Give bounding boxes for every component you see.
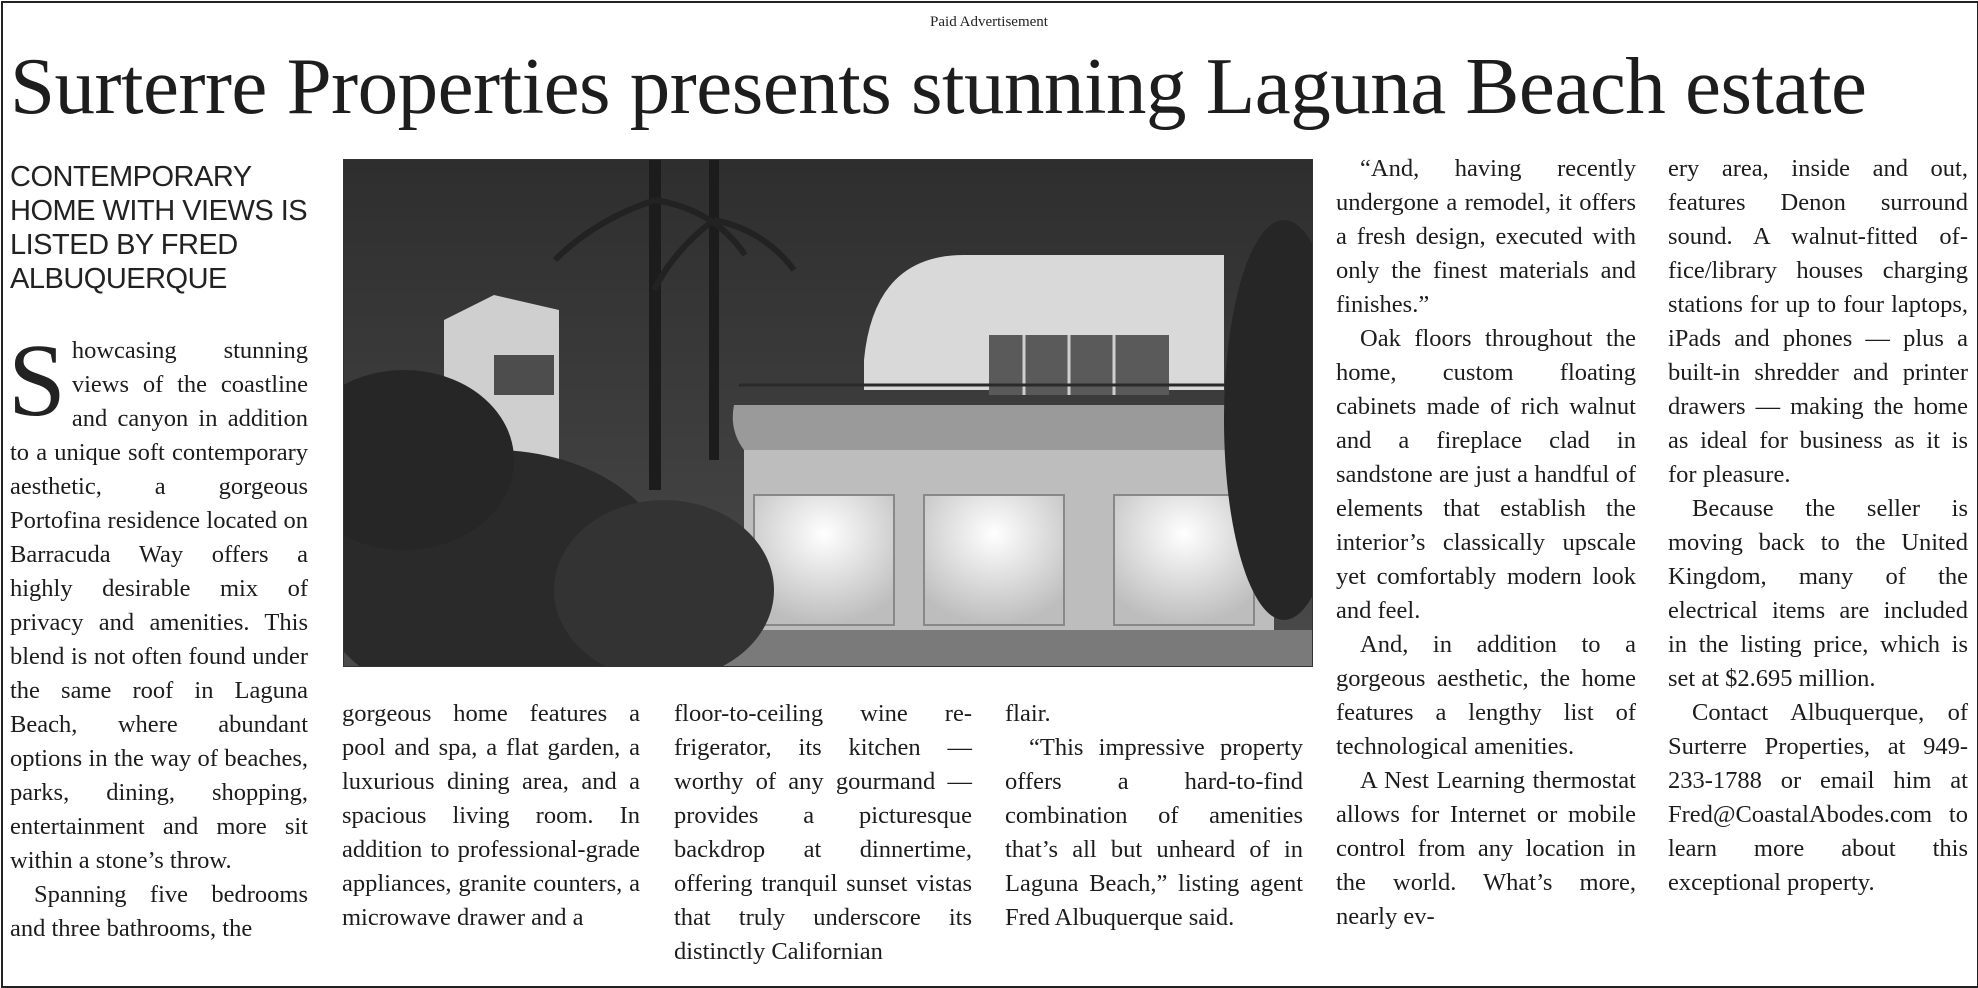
headline: Surterre Properties presents stunning Laguna Beach estate bbox=[10, 41, 1867, 131]
paid-advertisement-label: Paid Advertisement bbox=[930, 14, 1048, 30]
article-paragraph: “And, having recently undergone a remodel, it offers a fresh design, executed with only the finest materials and finishes.” bbox=[1336, 155, 1636, 318]
article-column-2 bbox=[342, 697, 640, 935]
article-column-6 bbox=[1668, 152, 1968, 900]
article-column-4 bbox=[1005, 697, 1303, 935]
article-paragraph bbox=[8, 323, 308, 878]
article-paragraph: ery area, inside and out, features Denon surround sound. A walnut-fitted office/library houses charging stations for up to four laptops, iPads and phones — plus a built-in shredder and printer drawers — making the home as ideal for business as it is for pleasure. bbox=[1668, 155, 1968, 488]
article-paragraph: gorgeous home features a pool and spa, a flat garden, a luxurious dining area, and a spacious living room. In addition to professional-grade appliances, granite counters, a microwave drawer and a bbox=[342, 700, 640, 931]
article-paragraph: And, in addition to a gorgeous aesthetic, the home features a lengthy list of technological amenities. bbox=[1336, 631, 1636, 760]
article-column-3 bbox=[674, 697, 972, 969]
article-paragraph: floor-to-ceiling wine refrigerator, its kitchen — worthy of any gourmand — provides a picturesque backdrop at dinnertime, offering tranquil sunset vistas that truly underscore its distinctly Californian bbox=[674, 700, 972, 965]
drop-cap: S bbox=[8, 323, 66, 438]
house-photo bbox=[343, 159, 1313, 667]
subheadline: CONTEMPORARY HOME WITH VIEWS IS LISTED BY FRED ALBUQUERQUE bbox=[10, 161, 308, 295]
article-paragraph: Spanning five bedrooms and three bathrooms, the bbox=[10, 881, 308, 942]
paragraph-text: howcasing stunning views of the coastline and canyon in addition to a unique soft contemporary aesthetic, a gorgeous Portofina residence located on Barracuda Way offers a highly desirable mix of privacy and amenities. This blend is not often found under the same roof in Laguna Beach, where abundant options in the way of beaches, parks, dining, shopping, entertainment and more sit within a stone’s throw. bbox=[10, 337, 308, 874]
article-paragraph: A Nest Learning thermostat allows for Internet or mobile control from any location in the world. What’s more, nearly ev- bbox=[1336, 767, 1636, 930]
article-column-1 bbox=[8, 323, 308, 946]
article-paragraph: Oak floors throughout the home, custom floating cabinets made of rich walnut and a fireplace clad in sandstone are just a handful of elements that establish the interior’s classically upscale yet comfortably modern look and feel. bbox=[1336, 325, 1636, 624]
article-column-5 bbox=[1336, 152, 1636, 934]
article-paragraph: “This impressive property offers a hard-to-find combination of amenities that’s all but unheard of in Laguna Beach,” listing agent Fred Albuquerque said. bbox=[1005, 734, 1303, 931]
article-paragraph: Because the seller is moving back to the United Kingdom, many of the electrical items are included in the listing price, which is set at $2.695 million. bbox=[1668, 495, 1968, 692]
article-paragraph: Contact Albuquerque, of Surterre Properties, at 949-233-1788 or email him at Fred@CoastalAbodes.com to learn more about this exceptional property. bbox=[1668, 699, 1968, 896]
article-paragraph: flair. bbox=[1005, 700, 1051, 727]
